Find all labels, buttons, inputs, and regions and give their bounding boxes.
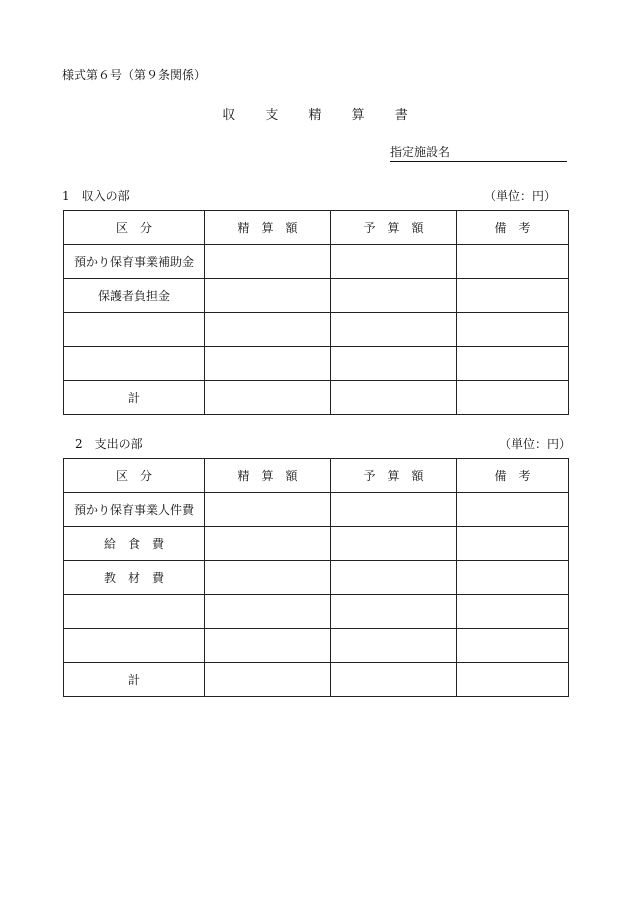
income-budget-cell[interactable] bbox=[331, 279, 457, 313]
header-category: 区 分 bbox=[64, 459, 205, 493]
expense-budget-total-cell[interactable] bbox=[331, 663, 457, 697]
expense-category-blank[interactable] bbox=[64, 595, 205, 629]
expense-remarks-cell[interactable] bbox=[457, 561, 569, 595]
income-total-label: 計 bbox=[64, 381, 205, 415]
income-unit-label: （単位：円） bbox=[484, 189, 557, 203]
facility-name-label: 指定施設名 bbox=[390, 145, 451, 159]
expense-remarks-cell[interactable] bbox=[457, 663, 569, 697]
income-category-blank[interactable] bbox=[64, 313, 205, 347]
income-category-subsidy: 預かり保育事業補助金 bbox=[64, 245, 205, 279]
expense-category-personnel: 預かり保育事業人件費 bbox=[64, 493, 205, 527]
income-settled-cell[interactable] bbox=[205, 347, 331, 381]
income-remarks-cell[interactable] bbox=[457, 313, 569, 347]
table-row bbox=[64, 629, 569, 663]
expense-settled-total-cell[interactable] bbox=[205, 663, 331, 697]
income-budget-cell[interactable] bbox=[331, 347, 457, 381]
income-section-title: 1 収入の部 bbox=[62, 189, 130, 203]
income-settled-cell[interactable] bbox=[205, 245, 331, 279]
expense-settled-cell[interactable] bbox=[205, 527, 331, 561]
expense-budget-cell[interactable] bbox=[331, 493, 457, 527]
table-row bbox=[64, 561, 569, 595]
header-settled-amount: 精 算 額 bbox=[205, 211, 331, 245]
expense-budget-cell[interactable] bbox=[331, 527, 457, 561]
expense-unit-label: （単位：円） bbox=[499, 437, 572, 451]
income-remarks-cell[interactable] bbox=[457, 245, 569, 279]
expense-category-meals: 給 食 費 bbox=[64, 527, 205, 561]
income-budget-total-cell[interactable] bbox=[331, 381, 457, 415]
income-category-blank[interactable] bbox=[64, 347, 205, 381]
income-budget-cell[interactable] bbox=[331, 245, 457, 279]
table-row bbox=[64, 313, 569, 347]
header-budget-amount: 予 算 額 bbox=[331, 211, 457, 245]
expense-category-materials: 教 材 費 bbox=[64, 561, 205, 595]
form-number: 様式第６号（第９条関係） bbox=[62, 68, 207, 82]
expense-remarks-cell[interactable] bbox=[457, 493, 569, 527]
facility-name-field[interactable] bbox=[390, 143, 567, 162]
expense-section-title: 2 支出の部 bbox=[75, 437, 143, 451]
expense-remarks-cell[interactable] bbox=[457, 595, 569, 629]
expense-category-blank[interactable] bbox=[64, 629, 205, 663]
income-total-row bbox=[64, 381, 569, 415]
income-budget-cell[interactable] bbox=[331, 313, 457, 347]
expense-budget-cell[interactable] bbox=[331, 561, 457, 595]
income-remarks-cell[interactable] bbox=[457, 279, 569, 313]
income-category-parent-share: 保護者負担金 bbox=[64, 279, 205, 313]
income-header-row bbox=[64, 211, 569, 245]
document-title: 収 支 精 算 書 bbox=[222, 108, 421, 123]
header-remarks: 備 考 bbox=[457, 211, 569, 245]
expense-settled-cell[interactable] bbox=[205, 493, 331, 527]
table-row bbox=[64, 245, 569, 279]
expense-settled-cell[interactable] bbox=[205, 561, 331, 595]
income-settled-total-cell[interactable] bbox=[205, 381, 331, 415]
expense-remarks-cell[interactable] bbox=[457, 527, 569, 561]
table-row bbox=[64, 279, 569, 313]
expense-total-label: 計 bbox=[64, 663, 205, 697]
expense-settled-cell[interactable] bbox=[205, 595, 331, 629]
income-settled-cell[interactable] bbox=[205, 313, 331, 347]
income-table bbox=[63, 210, 569, 415]
table-row bbox=[64, 493, 569, 527]
expense-total-row bbox=[64, 663, 569, 697]
expense-header-row bbox=[64, 459, 569, 493]
header-budget-amount: 予 算 額 bbox=[331, 459, 457, 493]
header-settled-amount: 精 算 額 bbox=[205, 459, 331, 493]
income-remarks-cell[interactable] bbox=[457, 347, 569, 381]
table-row bbox=[64, 595, 569, 629]
expense-table bbox=[63, 458, 569, 697]
expense-remarks-cell[interactable] bbox=[457, 629, 569, 663]
income-settled-cell[interactable] bbox=[205, 279, 331, 313]
expense-budget-cell[interactable] bbox=[331, 629, 457, 663]
header-remarks: 備 考 bbox=[457, 459, 569, 493]
income-remarks-cell[interactable] bbox=[457, 381, 569, 415]
table-row bbox=[64, 347, 569, 381]
table-row bbox=[64, 527, 569, 561]
expense-budget-cell[interactable] bbox=[331, 595, 457, 629]
header-category: 区 分 bbox=[64, 211, 205, 245]
expense-settled-cell[interactable] bbox=[205, 629, 331, 663]
